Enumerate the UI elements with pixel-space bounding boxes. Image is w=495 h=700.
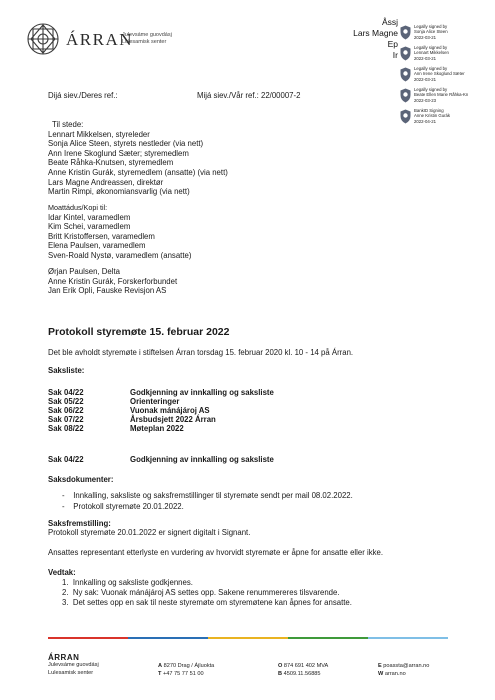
shield-seal-icon [400,67,411,82]
list-item: Sonja Alice Steen, styrets nestleder (via nett) [48,139,204,149]
arran-knot-icon [26,22,60,56]
intro-text: Det ble avholdt styremøte i stiftelsen Árran torsdag 15. februar 2020 kl. 10 - 14 på Árran. [48,348,354,357]
list-item: Anne Kristin Gurák, Forskerforbundet [48,276,178,286]
section-case-title: Godkjenning av innkalling og saksliste [130,455,274,464]
list-item: 2. Ny sak: Vuonak mánájároj AS settes opp. Sakene renummereres tilsvarende. [62,588,340,597]
list-item: - Innkalling, saksliste og saksfremstillinger til styremøte sendt per mail 08.02.2022. [62,491,353,500]
decision-title: Vedtak: [48,568,76,577]
list-item: Lars Magne Andreassen, direktør [48,177,164,187]
copy-list [48,203,191,261]
list-item: Idar Kintel, varamedlem [48,212,131,222]
deres-ref: Dijá siev./Deres ref.: [48,91,118,100]
signature-stamp: Legally signed by Lennart Mikkelsen 2022-03-21 [400,45,495,66]
present-list [48,120,228,197]
rule-segment [48,637,128,639]
rule-segment [288,637,368,639]
footer-brand: ÁRRAN Julevsáme guovdásj Lulesamisk senter [48,653,99,676]
list-item: Martin Rimpi, økonomiansvarlig (via nett) [48,187,190,197]
list-item: 1. Innkalling og saksliste godkjennes. [62,578,193,587]
section-case-number: Sak 04/22 [48,455,84,464]
list-item: Ann Irene Skoglund Sæter; styremedlem [48,148,189,158]
list-item: Elena Paulsen, varamedlem [48,241,146,251]
signature-stamp: Legally signed by Sonja Alice Steen 2022-03-21 [400,24,495,45]
logo [26,22,186,58]
case-row: Sak 07/22 [48,415,84,424]
footer-name: ÁRRAN [48,653,80,662]
logo-subtitle: Julevsáme guovdásj Lulesamisk senter [122,32,172,45]
present-title: Til stede: [52,120,84,129]
copy-title: Moattádus/Kopi til: [48,203,108,212]
list-item: Anne Kristin Gurák, styremedlem (ansatte) (via nett) [48,167,228,177]
shield-seal-icon [400,46,411,61]
list-item: Ørjan Paulsen, Delta [48,267,120,276]
rule-segment [128,637,208,639]
list-item: 3. Det settes opp en sak til neste styremøte om styremøtene kan åpnes for ansatte. [62,598,352,607]
list-item: Britt Kristoffersen, varamedlem [48,231,155,241]
list-item: Kim Schei, varamedlem [48,222,131,232]
footer-email-link[interactable]: poassta@arran.no [383,663,430,669]
case-row: Sak 04/22 [48,388,84,397]
case-title: Årsbudsjett 2022 Árran [130,415,216,424]
shield-seal-icon [400,109,411,124]
list-item: Sven-Roald Nystø, varamedlem (ansatte) [48,250,192,260]
case-row: Sak 06/22 [48,406,84,415]
case-title: Vuonak mánájároj AS [130,406,210,415]
case-row: Sak 08/22 [48,424,84,433]
rule-segment [208,637,288,639]
list-item: Beate Råhka-Knutsen, styremedlem [48,158,174,168]
footer-color-rule [48,637,448,639]
list-item: Lennart Mikkelsen, styreleder [48,129,150,139]
case-list-title: Saksliste: [48,366,85,375]
signature-stamp: Legally signed by Beate Ellen Marie Råhka-Kn 2022-03-23 [400,87,495,108]
footer-org: O 874 691 402 MVA B 4509.11.56885 [278,663,329,677]
var-ref: Mijá siev./Vår ref.: 22/00007-2 [197,91,301,100]
case-row: Sak 05/22 [48,397,84,406]
page-title: Protokoll styremøte 15. februar 2022 [48,326,230,338]
shield-seal-icon [400,25,411,40]
signature-stamp: BankID Signing Anne Kristin Gurák 2022-04-21 [400,108,495,129]
logo-wordmark: ÁRRAN [66,30,134,49]
case-title: Møteplan 2022 [130,424,184,433]
docs-title: Saksdokumenter: [48,475,114,484]
case-title: Godkjenning av innkalling og saksliste [130,388,274,397]
footer-address: A 8270 Drag / Ájluokta T +47 75 77 51 00 [158,663,215,677]
shield-seal-icon [400,88,411,103]
list-item: - Protokoll styremøte 20.01.2022. [62,502,184,511]
addressee-block: Åssj Lars Magne Ep Ir [353,17,398,60]
rule-segment [368,637,448,639]
footer-web-link[interactable]: arran.no [384,670,406,677]
presentation-text: Protokoll styremøte 20.01.2022 er signert digitalt i Signant. [48,528,251,537]
presentation-title: Saksfremstilling: [48,519,111,528]
list-item: Jan Erik Opli, Fauske Revisjon AS [48,286,167,296]
signature-stamp: Legally signed by Ann Irene Skoglund Sæter 2022-03-21 [400,66,495,87]
other-copy-list [48,267,177,296]
case-title: Orienteringer [130,397,180,406]
footer-contact: E poassta@arran.no W arran.no [378,663,430,677]
employee-text: Ansattes representant etterlyste en vurdering av hvorvidt styremøte er åpne for ansatte eller ikke. [48,548,383,557]
